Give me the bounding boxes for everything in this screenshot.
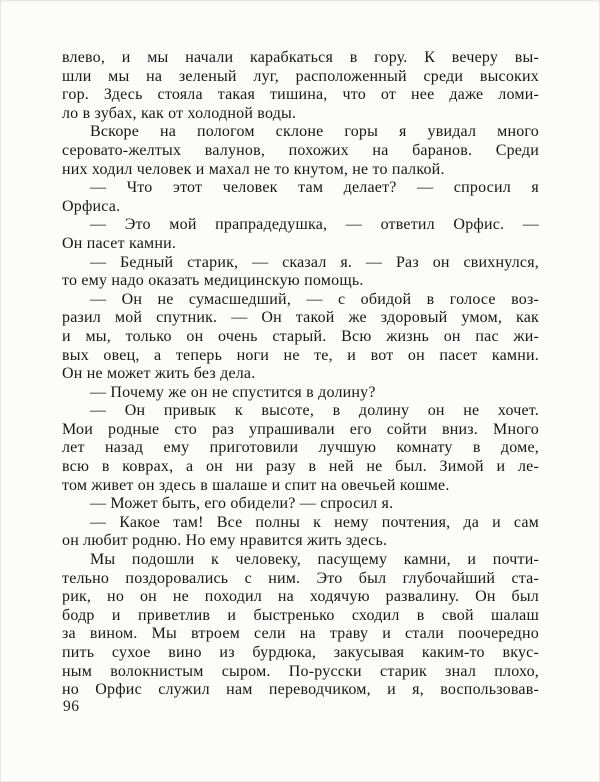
text-line: — Какое там! Все полны к нему почтения, да и сам (90, 513, 539, 531)
text-line: — Бедный старик, — сказал я. — Раз он свихнулся, (90, 253, 539, 271)
text-line: рик, но он не походил на ходячую развалину. Он был (62, 588, 539, 606)
text-line: Он пасет камни. (62, 234, 177, 252)
text-line: он любит родню. Но ему нравится жить здесь. (62, 532, 388, 550)
page-number: 96 (63, 698, 80, 715)
text-line: всю в коврах, а он ни разу в ней не был. Зимой и ле- (62, 458, 539, 476)
text-line: — Он не сумасшедший, — с обидой в голосе воз- (90, 290, 539, 308)
text-line: лет назад ему приготовили лучшую комнату в доме, (62, 439, 539, 457)
text-line: них ходил человек и махал не то кнутом, не то палкой. (62, 160, 445, 178)
text-line: том живет он здесь в шалаше и спит на овечьей кошме. (62, 476, 450, 494)
text-line: — Почему же он не спустится в долину? (90, 383, 376, 401)
text-line: но Орфис служил нам переводчиком, и я, воспользовав- (62, 681, 539, 699)
text-line: шли мы на зеленый луг, расположенный среди высоких (62, 67, 539, 85)
text-line: бодр и приветлив и быстренько сходил в свой шалаш (62, 606, 539, 624)
text-line: ным волокнистым сыром. По-русски старик знал плохо, (62, 662, 539, 680)
text-line: — Что этот человек там делает? — спросил я (90, 179, 539, 197)
text-line: вых овец, а теперь ноги не те, и вот он пасет камни. (62, 346, 539, 364)
text-line: Мы подошли к человеку, пасущему камни, и почти- (90, 551, 539, 569)
text-line: Он не может жить без дела. (62, 365, 256, 383)
text-line: тельно поздоровались с ним. Это был глубочайший ста- (62, 569, 539, 587)
text-line: Орфиса. (62, 197, 121, 215)
text-block (62, 49, 539, 700)
text-line: — Он привык к высоте, в долину он не хочет. (90, 402, 539, 420)
text-line: гор. Здесь стояла такая тишина, что от нее даже ломи- (62, 86, 539, 104)
text-line: ло в зубах, как от холодной воды. (62, 104, 297, 122)
text-line: — Может быть, его обидели? — спросил я. (90, 495, 394, 513)
text-line: влево, и мы начали карабкаться в гору. К вечеру вы- (62, 49, 539, 66)
text-line: Мои родные сто раз упрашивали его сойти вниз. Много (62, 420, 539, 438)
text-line: и мы, только он очень старый. Всю жизнь он пас жи- (62, 327, 539, 345)
text-line: — Это мой прапрадедушка, — ответил Орфис. — (90, 216, 539, 234)
text-line: Вскоре на пологом склоне горы я увидал много (90, 123, 539, 141)
text-line: серовато-желтых валунов, похожих на баранов. Среди (62, 141, 539, 159)
text-line: за вином. Мы втроем сели на траву и стали поочередно (62, 625, 539, 643)
text-line: пить сухое вино из бурдюка, закусывая каким-то вкус- (62, 644, 539, 661)
text-line: то ему надо оказать медицинскую помощь. (62, 272, 364, 290)
text-line: разил мой спутник. — Он такой же здоровый умом, как (62, 309, 539, 327)
